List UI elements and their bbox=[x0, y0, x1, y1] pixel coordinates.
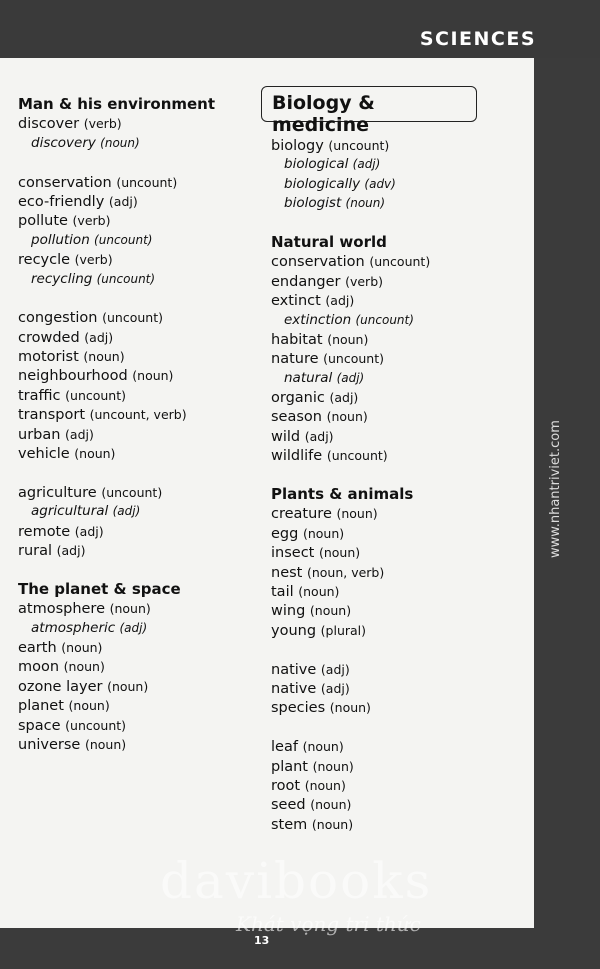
entry-part-of-speech: (adj) bbox=[336, 370, 365, 385]
section-title-box bbox=[261, 86, 477, 136]
entry-word: congestion bbox=[18, 310, 98, 327]
word-entry bbox=[18, 657, 258, 676]
derived-word-entry bbox=[18, 231, 258, 250]
word-entry bbox=[18, 114, 258, 133]
word-entry bbox=[271, 582, 521, 601]
section-title: Biology & medicine bbox=[272, 92, 375, 136]
entry-word: tail bbox=[271, 583, 294, 600]
derived-word-entry bbox=[18, 502, 258, 521]
entry-word: biological bbox=[284, 156, 349, 173]
word-entry bbox=[18, 308, 258, 327]
entry-part-of-speech: (uncount) bbox=[326, 448, 388, 464]
spacer bbox=[18, 153, 258, 172]
derived-word-entry bbox=[18, 270, 258, 289]
entry-word: transport bbox=[18, 407, 85, 424]
entry-part-of-speech: (adj) bbox=[84, 329, 114, 345]
entry-part-of-speech: (noun) bbox=[318, 545, 361, 561]
entry-word: conservation bbox=[18, 174, 112, 191]
entry-word: organic bbox=[271, 390, 325, 407]
derived-word-entry bbox=[271, 369, 521, 388]
word-entry bbox=[18, 386, 258, 405]
entry-word: extinct bbox=[271, 293, 321, 310]
entry-word: biologically bbox=[284, 175, 361, 192]
entry-part-of-speech: (noun) bbox=[100, 135, 140, 150]
entry-part-of-speech: (noun) bbox=[304, 777, 346, 793]
word-entry bbox=[18, 444, 258, 463]
entry-word: seed bbox=[271, 797, 306, 814]
word-entry bbox=[18, 366, 258, 385]
word-entry bbox=[18, 425, 258, 444]
watermark-brand: davibooks bbox=[160, 852, 433, 910]
entry-part-of-speech: (noun) bbox=[68, 698, 110, 714]
entry-word: nest bbox=[271, 564, 303, 581]
category-heading: Natural world bbox=[271, 232, 387, 251]
entry-part-of-speech: (verb) bbox=[345, 273, 384, 289]
entry-word: remote bbox=[18, 523, 71, 540]
entry-word: native bbox=[271, 680, 317, 697]
entry-part-of-speech: (uncount) bbox=[328, 138, 390, 153]
word-entry bbox=[18, 735, 258, 754]
entry-part-of-speech: (adj) bbox=[320, 680, 350, 696]
word-entry bbox=[271, 330, 521, 349]
entry-word: space bbox=[18, 717, 61, 734]
word-entry bbox=[271, 446, 521, 465]
word-entry bbox=[18, 522, 258, 541]
entry-part-of-speech: (uncount, verb) bbox=[89, 407, 187, 423]
entry-word: urban bbox=[18, 426, 61, 443]
page-number: 13 bbox=[254, 934, 270, 947]
word-entry bbox=[271, 543, 521, 562]
entry-word: stem bbox=[271, 816, 308, 833]
spacer bbox=[18, 463, 258, 482]
entry-word: agricultural bbox=[31, 503, 109, 520]
category-heading: Plants & animals bbox=[271, 485, 414, 504]
entry-word: habitat bbox=[271, 331, 323, 348]
word-entry bbox=[18, 696, 258, 715]
entry-part-of-speech: (noun) bbox=[83, 349, 125, 365]
word-entry bbox=[18, 250, 258, 269]
entry-part-of-speech: (adj) bbox=[112, 504, 141, 519]
entry-part-of-speech: (noun) bbox=[336, 506, 378, 522]
entry-word: recycle bbox=[18, 252, 71, 269]
entry-part-of-speech: (adj) bbox=[304, 428, 334, 444]
word-entry bbox=[271, 757, 521, 776]
entry-part-of-speech: (adj) bbox=[56, 542, 86, 558]
entry-part-of-speech: (uncount) bbox=[94, 232, 153, 247]
entry-part-of-speech: (uncount) bbox=[102, 310, 163, 326]
entry-part-of-speech: (adj) bbox=[325, 293, 355, 309]
word-entry bbox=[271, 272, 521, 291]
spacer bbox=[18, 560, 258, 579]
word-entry bbox=[271, 776, 521, 795]
entry-part-of-speech: (noun) bbox=[84, 736, 127, 752]
word-entry bbox=[18, 192, 258, 211]
entry-word: recycling bbox=[31, 270, 93, 287]
entry-word: young bbox=[271, 622, 317, 639]
entry-part-of-speech: (noun) bbox=[327, 331, 369, 347]
entry-part-of-speech: (adj) bbox=[74, 523, 104, 539]
word-entry bbox=[18, 599, 258, 618]
entry-word: eco-friendly bbox=[18, 193, 105, 210]
entry-part-of-speech: (adv) bbox=[364, 176, 396, 191]
entry-word: conservation bbox=[271, 254, 365, 271]
entry-word: traffic bbox=[18, 387, 61, 404]
entry-word: earth bbox=[18, 639, 57, 656]
entry-word: motorist bbox=[18, 349, 79, 366]
entry-part-of-speech: (uncount) bbox=[65, 387, 127, 403]
word-entry bbox=[271, 349, 521, 368]
entry-word: vehicle bbox=[18, 446, 70, 463]
word-entry bbox=[271, 601, 521, 620]
entry-part-of-speech: (noun, verb) bbox=[306, 564, 385, 580]
entry-word: natural bbox=[284, 369, 333, 386]
spacer bbox=[18, 289, 258, 308]
word-entry bbox=[271, 407, 521, 426]
entry-word: rural bbox=[18, 542, 53, 559]
entry-part-of-speech: (noun) bbox=[109, 601, 151, 617]
entry-part-of-speech: (plural) bbox=[320, 622, 367, 638]
entry-part-of-speech: (uncount) bbox=[355, 312, 414, 327]
word-entry bbox=[271, 504, 521, 523]
header-bar bbox=[0, 0, 600, 58]
entry-part-of-speech: (noun) bbox=[312, 758, 354, 774]
entry-word: creature bbox=[271, 506, 332, 523]
word-entry bbox=[271, 524, 521, 543]
derived-word-entry bbox=[271, 175, 521, 194]
entry-part-of-speech: (uncount) bbox=[101, 484, 163, 500]
entry-part-of-speech: (noun) bbox=[310, 797, 352, 813]
word-entry bbox=[271, 679, 521, 698]
word-entry bbox=[271, 427, 521, 446]
entry-part-of-speech: (verb) bbox=[74, 252, 113, 268]
entry-part-of-speech: (noun) bbox=[326, 409, 368, 425]
section-header-title: SCIENCES bbox=[419, 28, 536, 50]
word-entry bbox=[18, 347, 258, 366]
entry-word: wildlife bbox=[271, 448, 323, 465]
entry-part-of-speech: (noun) bbox=[132, 368, 174, 384]
entry-word: biologist bbox=[284, 195, 342, 212]
entry-word: season bbox=[271, 409, 322, 426]
entry-part-of-speech: (noun) bbox=[302, 525, 345, 541]
entry-word: moon bbox=[18, 659, 60, 676]
entry-word: planet bbox=[18, 698, 64, 715]
word-entry bbox=[18, 173, 258, 192]
entry-word: neighbourhood bbox=[18, 368, 128, 385]
entry-part-of-speech: (noun) bbox=[309, 603, 352, 619]
category-heading: Man & his environment bbox=[18, 95, 216, 113]
entry-part-of-speech: (adj) bbox=[108, 193, 138, 209]
word-entry bbox=[18, 328, 258, 347]
word-entry bbox=[271, 563, 521, 582]
entry-word: pollution bbox=[31, 231, 90, 248]
entry-word: discovery bbox=[31, 134, 96, 151]
entry-part-of-speech: (uncount) bbox=[369, 254, 431, 270]
entry-word: atmospheric bbox=[31, 619, 116, 636]
word-entry bbox=[18, 677, 258, 696]
entry-part-of-speech: (verb) bbox=[83, 116, 122, 132]
word-entry bbox=[18, 638, 258, 657]
word-entry bbox=[271, 795, 521, 814]
entry-word: leaf bbox=[271, 739, 298, 756]
entry-word: pollute bbox=[18, 213, 68, 230]
word-entry bbox=[18, 716, 258, 735]
entry-part-of-speech: (uncount) bbox=[323, 351, 384, 367]
spacer bbox=[271, 214, 521, 233]
word-entry bbox=[271, 291, 521, 310]
entry-word: root bbox=[271, 777, 301, 794]
word-entry bbox=[271, 698, 521, 717]
entry-part-of-speech: (noun) bbox=[345, 196, 386, 211]
entry-word: wild bbox=[271, 428, 301, 445]
entry-part-of-speech: (adj) bbox=[119, 620, 148, 635]
word-entry bbox=[18, 483, 258, 502]
watermark-tagline: Khát vọng tri thức bbox=[236, 912, 421, 936]
word-entry bbox=[271, 815, 521, 834]
entry-part-of-speech: (noun) bbox=[63, 659, 105, 675]
left-column bbox=[18, 95, 258, 754]
entry-word: atmosphere bbox=[18, 601, 105, 618]
derived-word-entry bbox=[18, 134, 258, 153]
entry-part-of-speech: (noun) bbox=[298, 583, 340, 599]
entry-word: crowded bbox=[18, 329, 80, 346]
category-heading: The planet & space bbox=[18, 579, 181, 598]
entry-part-of-speech: (adj) bbox=[352, 157, 381, 172]
entry-word: extinction bbox=[284, 311, 352, 328]
entry-part-of-speech: (noun) bbox=[329, 700, 371, 716]
side-url: www.nhantriviet.com bbox=[548, 420, 563, 558]
entry-part-of-speech: (noun) bbox=[311, 816, 354, 832]
entry-word: wing bbox=[271, 603, 306, 620]
word-entry bbox=[18, 405, 258, 424]
entry-part-of-speech: (noun) bbox=[302, 739, 344, 755]
entry-part-of-speech: (uncount) bbox=[116, 174, 178, 190]
entry-part-of-speech: (adj) bbox=[65, 426, 94, 442]
derived-word-entry bbox=[18, 619, 258, 638]
word-entry bbox=[271, 621, 521, 640]
entry-word: biology bbox=[271, 138, 324, 154]
entry-word: ozone layer bbox=[18, 678, 103, 695]
derived-word-entry bbox=[271, 194, 521, 213]
entry-word: agriculture bbox=[18, 484, 97, 501]
entry-part-of-speech: (noun) bbox=[61, 639, 103, 655]
derived-word-entry bbox=[271, 311, 521, 330]
word-entry bbox=[18, 211, 258, 230]
entry-part-of-speech: (uncount) bbox=[65, 717, 127, 733]
entry-word: native bbox=[271, 661, 317, 678]
entry-part-of-speech: (adj) bbox=[329, 390, 359, 406]
entry-part-of-speech: (uncount) bbox=[96, 271, 156, 286]
spacer bbox=[271, 640, 521, 659]
entry-word: universe bbox=[18, 736, 81, 753]
entry-part-of-speech: (noun) bbox=[74, 446, 116, 462]
entry-part-of-speech: (noun) bbox=[107, 678, 149, 694]
word-entry bbox=[18, 541, 258, 560]
word-entry bbox=[271, 737, 521, 756]
entry-part-of-speech: (verb) bbox=[72, 213, 111, 229]
spacer bbox=[271, 718, 521, 737]
spacer bbox=[271, 466, 521, 485]
entry-word: species bbox=[271, 700, 326, 717]
entry-word: plant bbox=[271, 758, 308, 775]
right-column bbox=[271, 136, 521, 834]
derived-word-entry bbox=[271, 155, 521, 174]
entry-word: discover bbox=[18, 116, 80, 133]
entry-word: endanger bbox=[271, 273, 341, 290]
word-entry bbox=[271, 388, 521, 407]
entry-word: nature bbox=[271, 351, 319, 368]
entry-part-of-speech: (adj) bbox=[320, 661, 350, 677]
entry-word: egg bbox=[271, 525, 299, 542]
entry-word: insect bbox=[271, 545, 315, 562]
word-entry bbox=[271, 136, 521, 155]
word-entry bbox=[271, 252, 521, 271]
word-entry bbox=[271, 660, 521, 679]
